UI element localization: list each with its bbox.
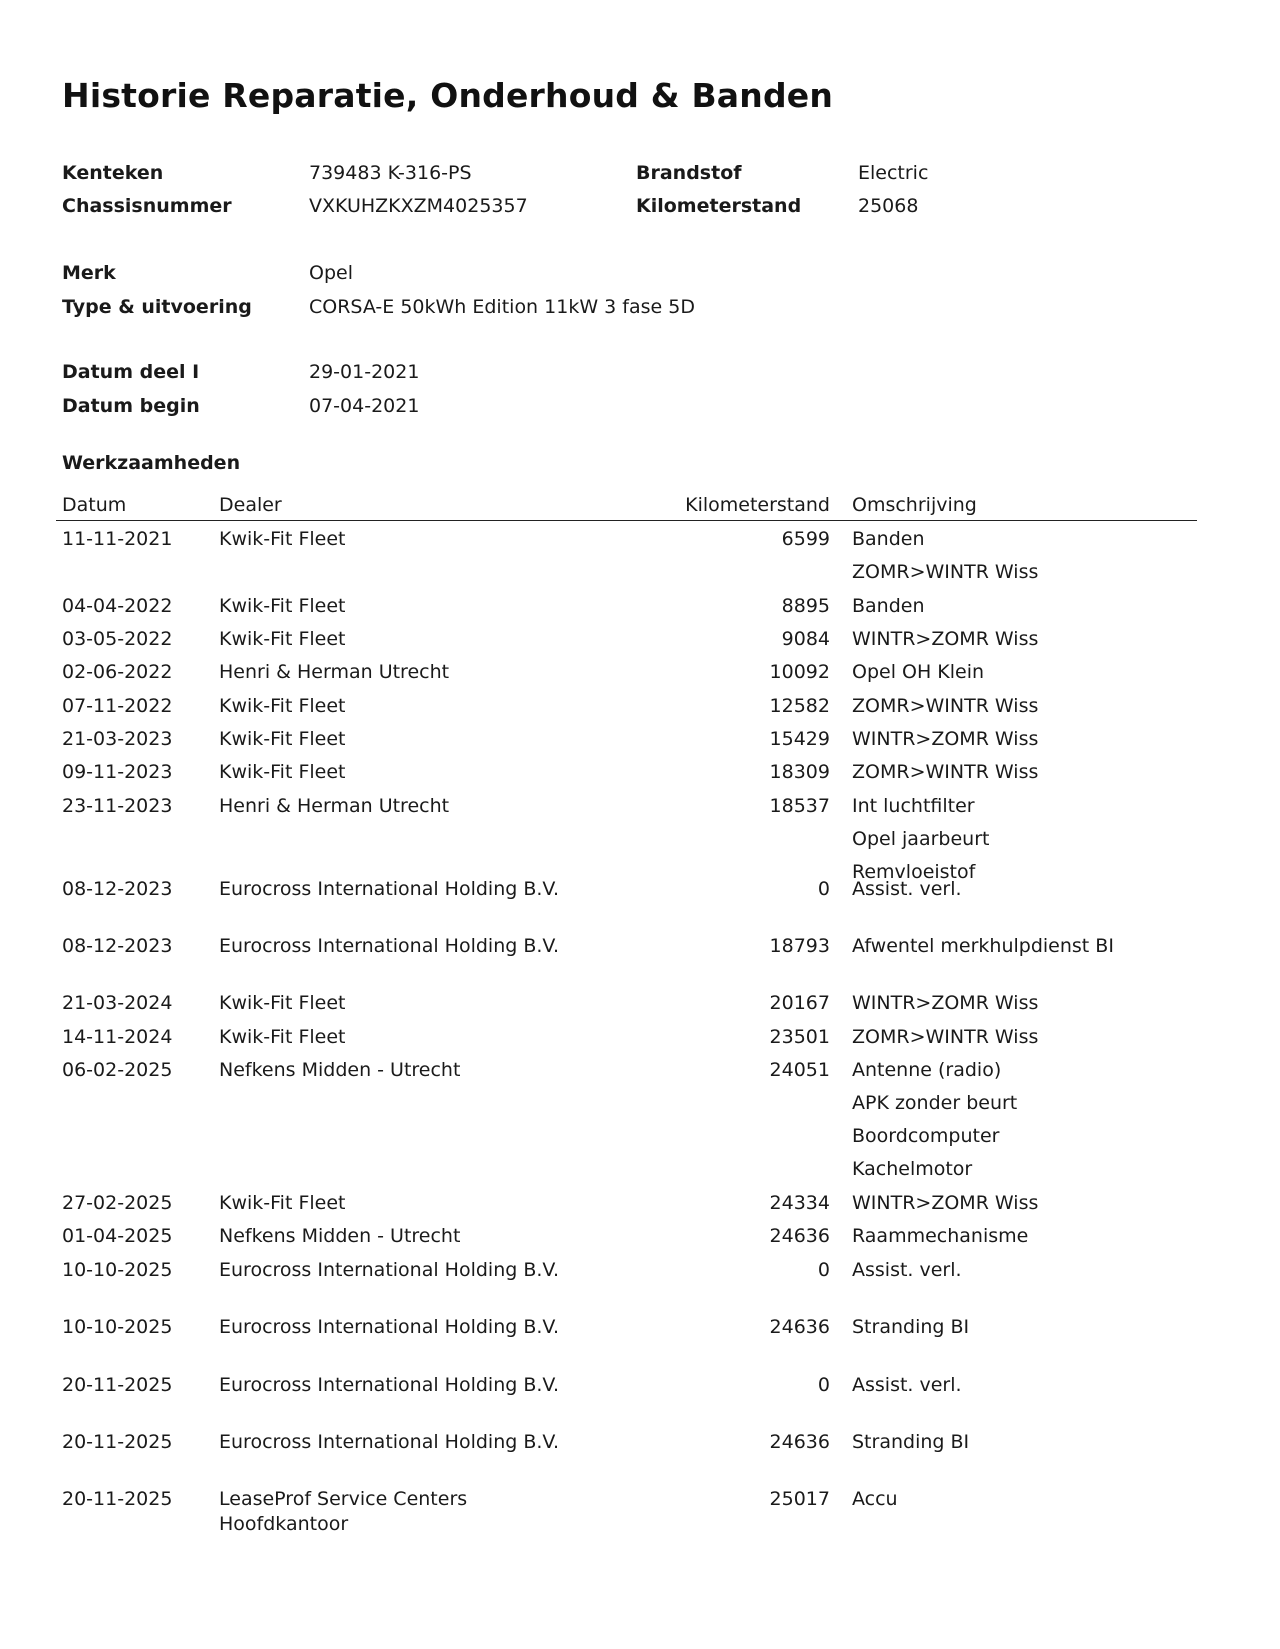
row-datum: 09-11-2023 <box>62 761 173 783</box>
row-kilometerstand: 24051 <box>769 1059 830 1081</box>
row-omschrijving <box>852 594 1192 627</box>
row-kilometerstand: 18309 <box>769 761 830 783</box>
werkzaamheden-table <box>56 490 1197 1535</box>
row-omschrijving <box>852 1025 1192 1058</box>
omschrijving-line: Opel OH Klein <box>852 661 985 683</box>
omschrijving-line: Banden <box>852 528 925 550</box>
row-omschrijving <box>852 877 1192 910</box>
row-omschrijving <box>852 1373 1192 1406</box>
omschrijving-line: Opel jaarbeurt <box>852 828 990 850</box>
row-datum: 04-04-2022 <box>62 595 173 617</box>
row-datum: 20-11-2025 <box>62 1374 173 1396</box>
row-kilometerstand: 18793 <box>769 935 830 957</box>
werkzaamheden-title: Werkzaamheden <box>62 452 241 474</box>
row-kilometerstand: 24636 <box>769 1225 830 1247</box>
row-kilometerstand: 10092 <box>769 661 830 683</box>
table-header <box>56 490 1197 521</box>
kilometerstand-label: Kilometerstand <box>636 195 802 217</box>
omschrijving-line: Stranding BI <box>852 1316 970 1338</box>
row-datum: 21-03-2024 <box>62 992 173 1014</box>
kenteken-value: 739483 K-316-PS <box>309 162 472 184</box>
row-datum: 20-11-2025 <box>62 1488 173 1510</box>
row-dealer: Eurocross International Holding B.V. <box>219 1259 560 1281</box>
row-datum: 03-05-2022 <box>62 628 173 650</box>
column-header-dealer: Dealer <box>219 494 282 516</box>
row-dealer: Kwik-Fit Fleet <box>219 1026 346 1048</box>
omschrijving-line: WINTR>ZOMR Wiss <box>852 1192 1039 1214</box>
datum-begin-value: 07-04-2021 <box>309 395 420 417</box>
row-dealer: Nefkens Midden - Utrecht <box>219 1225 461 1247</box>
row-dealer: Kwik-Fit Fleet <box>219 628 346 650</box>
row-datum: 20-11-2025 <box>62 1431 173 1453</box>
row-datum: 06-02-2025 <box>62 1059 173 1081</box>
merk-value: Opel <box>309 262 353 284</box>
row-datum: 11-11-2021 <box>62 528 173 550</box>
omschrijving-line: Assist. verl. <box>852 1374 962 1396</box>
row-kilometerstand: 20167 <box>769 992 830 1014</box>
row-omschrijving <box>852 1258 1192 1291</box>
row-kilometerstand: 0 <box>817 1259 830 1281</box>
row-dealer: Kwik-Fit Fleet <box>219 695 346 717</box>
row-kilometerstand: 23501 <box>769 1026 830 1048</box>
row-datum: 10-10-2025 <box>62 1259 173 1281</box>
datum-deel-label: Datum deel I <box>62 361 200 383</box>
datum-deel-value: 29-01-2021 <box>309 361 420 383</box>
row-omschrijving <box>852 627 1192 660</box>
row-datum: 08-12-2023 <box>62 878 173 900</box>
row-omschrijving <box>852 1224 1192 1257</box>
row-omschrijving <box>852 1315 1192 1348</box>
row-dealer: Eurocross International Holding B.V. <box>219 935 560 957</box>
row-omschrijving <box>852 1430 1192 1463</box>
brandstof-label: Brandstof <box>636 162 742 184</box>
row-dealer: Kwik-Fit Fleet <box>219 992 346 1014</box>
row-kilometerstand: 24334 <box>769 1192 830 1214</box>
row-kilometerstand: 18537 <box>769 795 830 817</box>
omschrijving-line: Int luchtfilter <box>852 795 975 817</box>
row-dealer: Kwik-Fit Fleet <box>219 1192 346 1214</box>
row-dealer: Kwik-Fit Fleet <box>219 595 346 617</box>
row-dealer: Eurocross International Holding B.V. <box>219 878 560 900</box>
omschrijving-line: Antenne (radio) <box>852 1059 1002 1081</box>
kenteken-label: Kenteken <box>62 162 164 184</box>
type-uitvoering-value: CORSA-E 50kWh Edition 11kW 3 fase 5D <box>309 296 695 318</box>
omschrijving-line: Accu <box>852 1488 898 1510</box>
row-omschrijving <box>852 1487 1192 1520</box>
column-header-kilometerstand: Kilometerstand <box>685 494 830 516</box>
row-omschrijving <box>852 727 1192 760</box>
row-omschrijving <box>852 694 1192 727</box>
omschrijving-line: Assist. verl. <box>852 878 962 900</box>
omschrijving-line: APK zonder beurt <box>852 1092 1018 1114</box>
row-kilometerstand: 8895 <box>781 595 830 617</box>
row-datum: 08-12-2023 <box>62 935 173 957</box>
row-kilometerstand: 25017 <box>769 1488 830 1510</box>
row-kilometerstand: 9084 <box>781 628 830 650</box>
row-datum: 10-10-2025 <box>62 1316 173 1338</box>
row-kilometerstand: 6599 <box>781 528 830 550</box>
merk-label: Merk <box>62 262 116 284</box>
column-header-datum: Datum <box>62 494 127 516</box>
row-dealer: Kwik-Fit Fleet <box>219 528 346 550</box>
row-dealer: Kwik-Fit Fleet <box>219 728 346 750</box>
row-datum: 21-03-2023 <box>62 728 173 750</box>
row-datum: 27-02-2025 <box>62 1192 173 1214</box>
row-datum: 01-04-2025 <box>62 1225 173 1247</box>
omschrijving-line: ZOMR>WINTR Wiss <box>852 1026 1039 1048</box>
omschrijving-line: Boordcomputer <box>852 1125 1000 1147</box>
row-dealer: Nefkens Midden - Utrecht <box>219 1059 461 1081</box>
row-omschrijving <box>852 660 1192 693</box>
chassisnummer-value: VXKUHZKXZM4025357 <box>309 195 528 217</box>
row-kilometerstand: 24636 <box>769 1431 830 1453</box>
row-dealer: Eurocross International Holding B.V. <box>219 1431 560 1453</box>
chassisnummer-label: Chassisnummer <box>62 195 232 217</box>
row-dealer: LeaseProf Service Centers Hoofdkantoor <box>219 1488 468 1535</box>
row-omschrijving <box>852 1191 1192 1224</box>
omschrijving-line: Remvloeistof <box>852 861 976 883</box>
omschrijving-line: ZOMR>WINTR Wiss <box>852 561 1039 583</box>
row-omschrijving <box>852 1058 1192 1190</box>
omschrijving-line: ZOMR>WINTR Wiss <box>852 695 1039 717</box>
row-omschrijving <box>852 991 1192 1024</box>
row-datum: 14-11-2024 <box>62 1026 173 1048</box>
omschrijving-line: Afwentel merkhulpdienst BI <box>852 935 1114 957</box>
row-datum: 02-06-2022 <box>62 661 173 683</box>
row-omschrijving <box>852 934 1192 967</box>
row-kilometerstand: 24636 <box>769 1316 830 1338</box>
row-datum: 07-11-2022 <box>62 695 173 717</box>
omschrijving-line: ZOMR>WINTR Wiss <box>852 761 1039 783</box>
row-kilometerstand: 15429 <box>769 728 830 750</box>
type-uitvoering-label: Type & uitvoering <box>62 296 252 318</box>
brandstof-value: Electric <box>858 162 929 184</box>
omschrijving-line: Raammechanisme <box>852 1225 1029 1247</box>
omschrijving-line: WINTR>ZOMR Wiss <box>852 992 1039 1014</box>
row-omschrijving <box>852 527 1192 593</box>
omschrijving-line: WINTR>ZOMR Wiss <box>852 628 1039 650</box>
row-kilometerstand: 0 <box>817 878 830 900</box>
row-kilometerstand: 0 <box>817 1374 830 1396</box>
row-omschrijving <box>852 760 1192 793</box>
omschrijving-line: Assist. verl. <box>852 1259 962 1281</box>
omschrijving-line: Kachelmotor <box>852 1158 973 1180</box>
row-kilometerstand: 12582 <box>769 695 830 717</box>
row-dealer: Henri & Herman Utrecht <box>219 661 450 683</box>
row-dealer: Eurocross International Holding B.V. <box>219 1374 560 1396</box>
kilometerstand-value: 25068 <box>858 195 919 217</box>
omschrijving-line: WINTR>ZOMR Wiss <box>852 728 1039 750</box>
row-dealer: Kwik-Fit Fleet <box>219 761 346 783</box>
row-dealer: Henri & Herman Utrecht <box>219 795 450 817</box>
page-title: Historie Reparatie, Onderhoud & Banden <box>62 76 834 115</box>
datum-begin-label: Datum begin <box>62 395 200 417</box>
omschrijving-line: Banden <box>852 595 925 617</box>
column-header-omschrijving: Omschrijving <box>852 494 977 516</box>
omschrijving-line: Stranding BI <box>852 1431 970 1453</box>
row-datum: 23-11-2023 <box>62 795 173 817</box>
row-dealer: Eurocross International Holding B.V. <box>219 1316 560 1338</box>
